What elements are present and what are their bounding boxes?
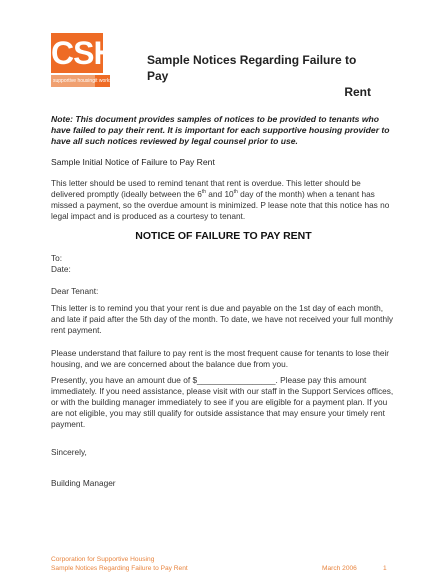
- footer-org: Corporation for Supportive Housing: [51, 556, 155, 563]
- intro-text-2: and 10: [205, 189, 234, 199]
- letter-to: To:: [51, 253, 63, 263]
- letter-salutation: Dear Tenant:: [51, 286, 99, 296]
- section-subheading: Sample Initial Notice of Failure to Pay Rent: [51, 157, 215, 167]
- document-title: [147, 52, 371, 100]
- logo-tagline-it-works: it works: [95, 75, 110, 87]
- intro-sup-2: th: [233, 189, 238, 196]
- letter-closing: Sincerely,: [51, 447, 87, 457]
- footer-left: [51, 555, 281, 573]
- letter-date: Date:: [51, 264, 71, 274]
- logo-tagline-supportive-housing: supportive housing: [51, 75, 95, 87]
- legal-note: Note: This document provides samples of notices to be provided to tenants who have failed to pay their rent. It is important for each supportive housing provider to have all such notices reviewed by legal counsel prior to use.: [51, 114, 390, 146]
- notice-title: NOTICE OF FAILURE TO PAY RENT: [135, 230, 312, 242]
- letter-paragraph-3: Presently, you have an amount due of $_________________. Please pay this amount immediately. If you need assistance, please visit with our staff in the Support Services offices, or with the building manager immediately to see if you are eligible for a payment plan. If you are not eligible, you may still qualify for outside assistance that may ensure your timely rent payment.: [51, 375, 394, 429]
- csh-logo: [51, 33, 116, 87]
- document-title-line2: Rent: [344, 85, 371, 99]
- letter-signature: Building Manager: [51, 478, 116, 488]
- document-title-line1: Sample Notices Regarding Failure to Pay: [147, 53, 357, 83]
- intro-paragraph: [51, 178, 396, 222]
- logo-tagline: [51, 75, 112, 87]
- footer-date: March 2006: [322, 565, 357, 572]
- intro-sup-1: th: [201, 189, 206, 196]
- footer-page-number: 1: [383, 565, 387, 572]
- intro-text-3: day of the month) when a tenant has missed a payment, so the overdue amount is minimized. P lease note that this notice has no legal impact and is produced as a courtesy to tenant.: [51, 189, 390, 221]
- intro-text-1: This letter should be used to remind tenant that rent is overdue. This letter should be delivered promptly (ideally between the 6: [51, 178, 361, 199]
- logo-letters: CSH: [51, 35, 116, 71]
- letter-paragraph-2: Please understand that failure to pay rent is the most frequent cause for tenants to lose their housing, and we are concerned about the balance due from you.: [51, 348, 390, 369]
- footer-doc: Sample Notices Regarding Failure to Pay Rent: [51, 565, 188, 572]
- letter-paragraph-1: This letter is to remind you that your rent is due and payable on the 1st day of each month, and late if paid after the 5th day of the month. To date, we have not received your full monthly rent payment.: [51, 303, 394, 335]
